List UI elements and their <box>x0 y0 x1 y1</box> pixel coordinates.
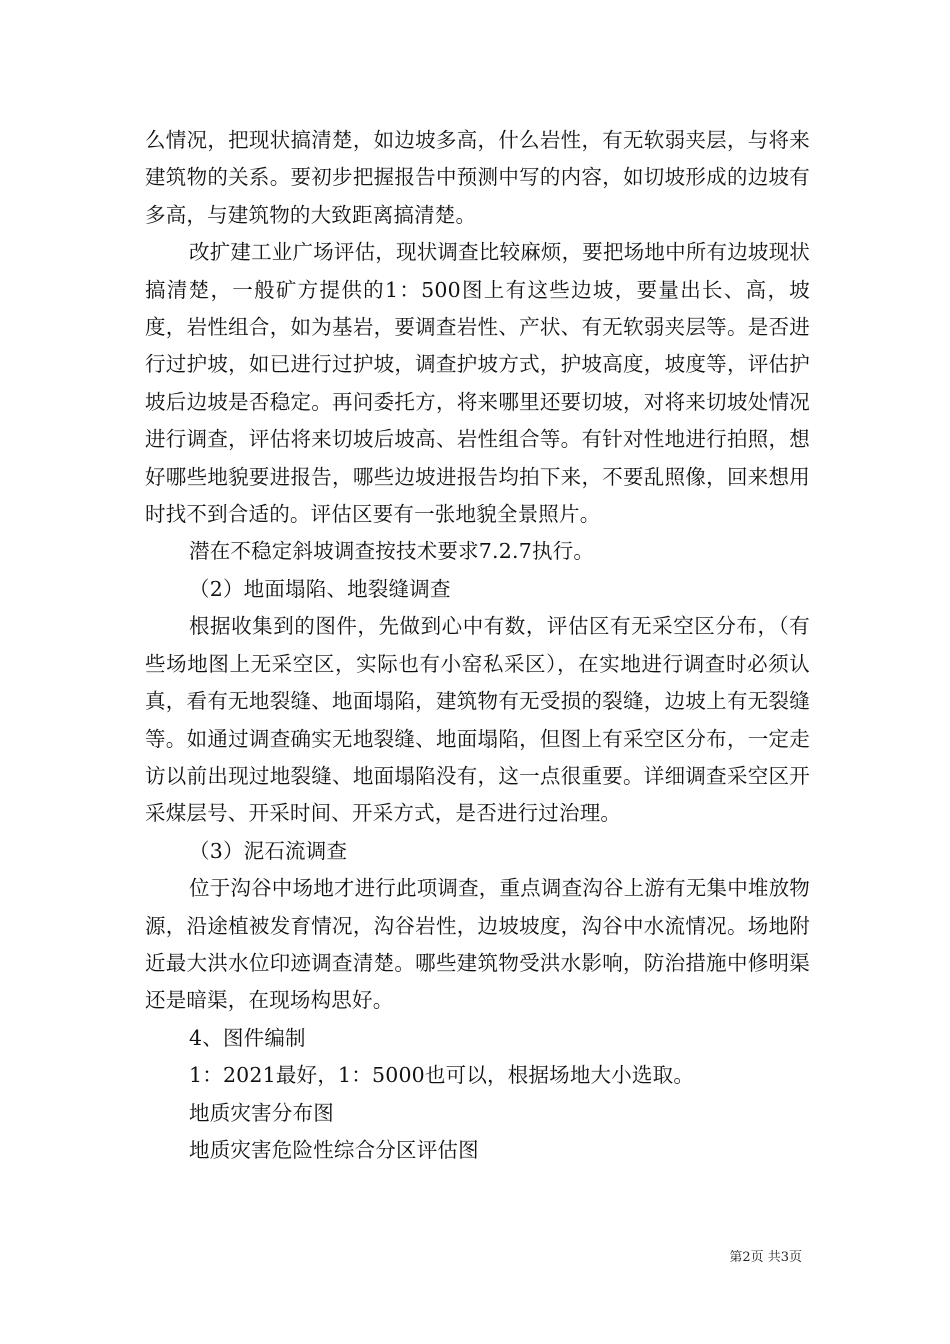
heading-subsidence-survey: （2）地面塌陷、地裂缝调查 <box>189 576 451 601</box>
paragraph-debris-flow: 位于沟谷中场地才进行此项调查，重点调查沟谷上游有无集中堆放物源，沿途植被发育情况，沟谷岩性，边坡坡度，沟谷中水流情况。场地附近最大洪水位印迹调查清楚。哪些建筑物受洪水影响，防治措施中修明渠还是暗渠，在现场构思好。 <box>145 876 810 1013</box>
heading-map-compilation: 4、图件编制 <box>189 1025 306 1050</box>
document-body <box>145 122 810 1169</box>
list-item-hazard-zoning-map: 地质灾害危险性综合分区评估图 <box>189 1137 479 1162</box>
paragraph-industrial-square: 改扩建工业广场评估，现状调查比较麻烦，要把场地中所有边坡现状搞清楚，一般矿方提供的1：500图上有这些边坡，要量出长、高，坡度，岩性组合，如为基岩，要调查岩性、产状、有无软弱夹层等。是否进行过护坡，如已进行过护坡，调查护坡方式，护坡高度，坡度等，评估护坡后边坡是否稳定。再问委托方，将来哪里还要切坡，对将来切坡处情况进行调查，评估将来切坡后坡高、岩性组合等。有针对性地进行拍照，想好哪些地貌要进报告，哪些边坡进报告均拍下来，不要乱照像，回来想用时找不到合适的。评估区要有一张地貌全景照片。 <box>145 240 810 527</box>
heading-debris-flow-survey: （3）泥石流调查 <box>189 838 348 863</box>
paragraph-subsidence: 根据收集到的图件，先做到心中有数，评估区有无采空区分布，（有些场地图上无采空区，实际也有小窑私采区），在实地进行调查时必须认真，看有无地裂缝、地面塌陷，建筑物有无受损的裂缝，边坡上有无裂缝等。如通过调查确实无地裂缝、地面塌陷，但图上有采空区分布，一定走访以前出现过地裂缝、地面塌陷没有，这一点很重要。详细调查采空区开采煤层号、开采时间、开采方式，是否进行过治理。 <box>145 614 810 826</box>
paragraph-unstable-slope: 潜在不稳定斜坡调查按技术要求7.2.7执行。 <box>189 539 595 564</box>
page-number-footer: 第2页 共3页 <box>729 1250 802 1265</box>
list-item-hazard-distribution-map: 地质灾害分布图 <box>189 1100 334 1125</box>
paragraph-map-scale: 1：2021最好，1：5000也可以，根据场地大小选取。 <box>189 1063 695 1088</box>
paragraph-continuation: 么情况，把现状搞清楚，如边坡多高，什么岩性，有无软弱夹层，与将来建筑物的关系。要初步把握报告中预测中写的内容，如切坡形成的边坡有多高，与建筑物的大致距离搞清楚。 <box>145 128 810 227</box>
